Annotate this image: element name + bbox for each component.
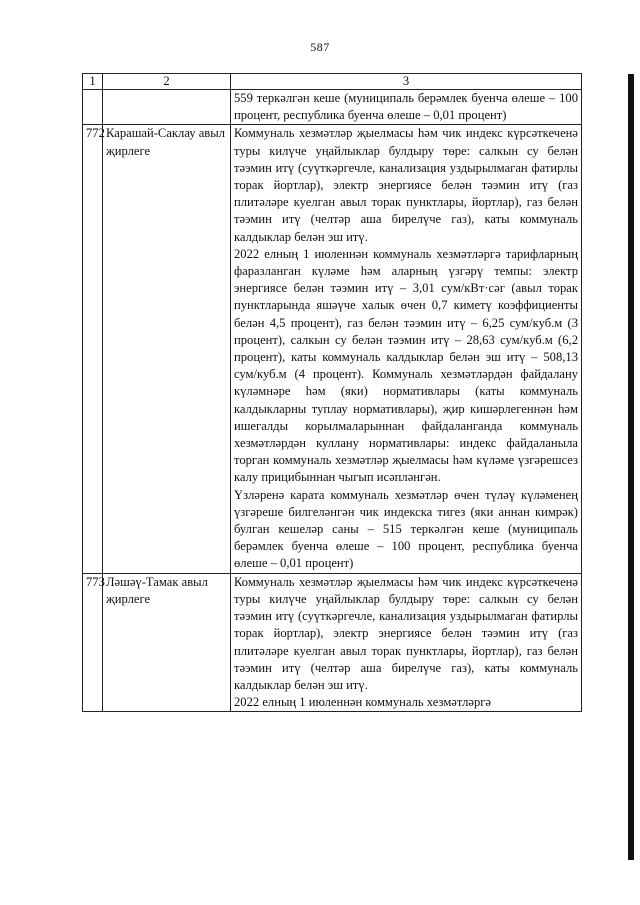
row-number <box>83 90 103 125</box>
row-description <box>231 90 582 125</box>
header-col-2: 2 <box>103 74 231 90</box>
row-description <box>231 125 582 573</box>
row-description <box>231 573 582 712</box>
header-col-1: 1 <box>83 74 103 90</box>
scan-edge-bar <box>628 74 634 860</box>
page-number: 587 <box>310 40 330 54</box>
description-paragraph: Үзләренә карата коммуналь хезмәтләр өчен түләү күләменең үзгәреше билгеләнгән чик индекска тигез (яки аннан кимрәк) булган кешеләр саны – 515 теркәлгән кеше (муниципаль берәмлек буенча өлеше – 100 процент, республика буенча өлеше – 0,01 процент) <box>234 487 578 571</box>
settlement-name: Карашай-Саклау авыл җирлеге <box>103 125 231 573</box>
description-paragraph: 559 теркәлгән кеше (муниципаль берәмлек буенча өлеше – 100 процент, республика буенча өлеше – 0,01 процент) <box>234 91 578 123</box>
table-header-row <box>83 74 582 90</box>
description-paragraph: Коммуналь хезмәтләр җыелмасы һәм чик индекс күрсәткеченә туры килүче уңайлыклар булдыру төре: салкын су белән тәэмин итү (суүткәргечле, канализация уздырылмаган фатирлы торак йортлар), электр энергиясе белән тәэмин итү (газ плитәләре куелган авыл торак пунктлары, йортлар), газ белән тәэмин итү (челтәр аша бирелүче газ), каты коммуналь калдыклар белән эш итү. <box>234 126 578 244</box>
row-number: 772 <box>83 125 103 573</box>
settlements-table <box>82 73 582 712</box>
settlement-name: Ләшәү-Тамак авыл җирлеге <box>103 573 231 712</box>
settlement-name <box>103 90 231 125</box>
description-paragraph: 2022 елның 1 июленнән коммуналь хезмәтләргә тарифларның фаразланган күләме һәм аларның үзгәрү темпы: электр энергиясе белән тәэмин итү – 3,01 сум/кВт·сәг (авыл торак пунктларында яшәүче халык өчен 0,7 киметү коэффициенты белән 4,5 процент), газ белән тәэмин итү – 6,25 сум/куб.м (3 процент), салкын су белән тәэмин итү – 28,63 сум/куб.м (6,2 процент), каты коммуналь калдыклар белән эш итү – 508,13 сум/куб.м (4 процент). Коммуналь хезмәтләрдән файдалану күләмнәре һәм (яки) нормативлары (каты коммуналь калдыкларны туплау нормативлары), җир кишәрлегеннән һәм ишегалды корылмаларыннан файдаланганда коммуналь хезмәтләрдән куллану нормативлары: индекс файдаланыла торган коммуналь хезмәтләр җыелмасы һәм күләме үзгәрешсез калу прицибыннан чыгып исәпләнгән. <box>234 246 578 485</box>
description-paragraph: 2022 елның 1 июленнән коммуналь хезмәтләргә <box>234 695 491 710</box>
row-number: 773 <box>83 573 103 712</box>
description-paragraph: Коммуналь хезмәтләр җыелмасы һәм чик индекс күрсәткеченә туры килүче уңайлыклар булдыру төре: салкын су белән тәэмин итү (суүткәргечле, канализация уздырылмаган фатирлы торак йортлар), электр энергиясе белән тәэмин итү (газ плитәләре куелган авыл торак пунктлары, йортлар), газ белән тәэмин итү (челтәр аша бирелүче газ), каты коммуналь калдыклар белән эш итү. <box>234 574 578 692</box>
header-col-3: 3 <box>231 74 582 90</box>
table-row <box>83 90 582 125</box>
table-row <box>83 125 582 573</box>
table-row <box>83 573 582 712</box>
